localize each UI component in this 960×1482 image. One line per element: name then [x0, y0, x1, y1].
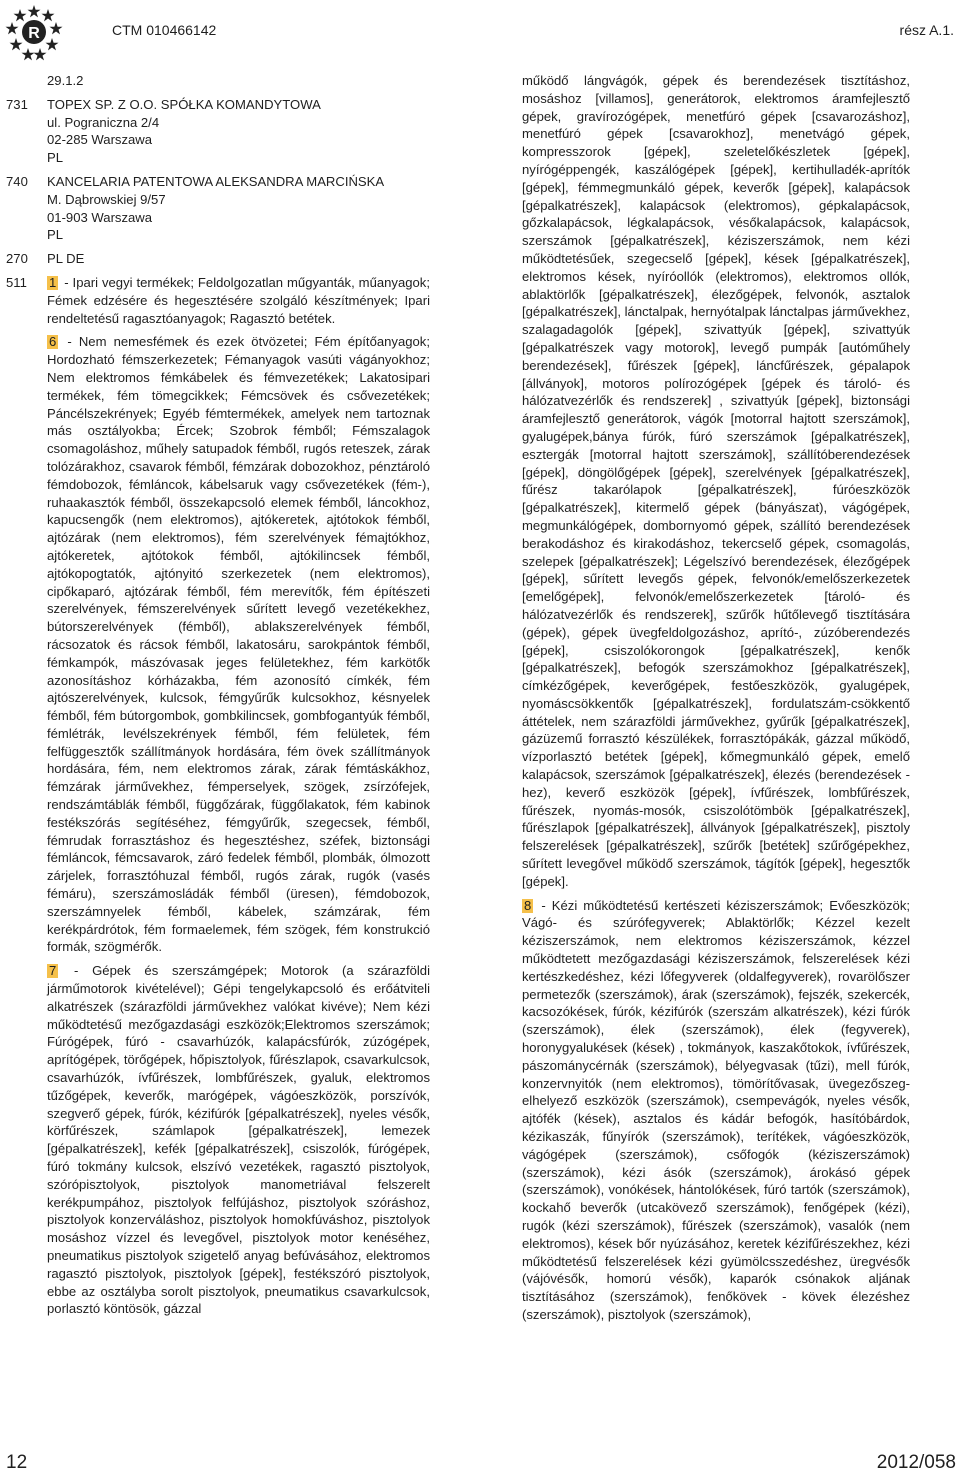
- owner-name: TOPEX SP. Z O.O. SPÓŁKA KOMANDYTOWA: [47, 96, 321, 112]
- owner-street: ul. Pograniczna 2/4: [47, 114, 160, 130]
- field-731-owner: [0, 96, 490, 167]
- class-entry-1: [0, 274, 430, 327]
- date-row: [0, 72, 490, 90]
- class-number-badge: 1: [49, 274, 57, 290]
- class-entry-8: [522, 897, 910, 1324]
- svg-text:R: R: [28, 25, 40, 42]
- class-description: - Kézi működtetésű kertészeti kéziszerszámok; Evőeszközök; Vágó- és szúrófegyverek; Ablaktörlők; Kézzel kezelt kéziszerszámok, nem elektromos kéziszerszámok, kézzel működtetett mezőgazdasági kéziszerszámok, felszerelések kézi kertészkedéshez, kézi lőfegyverek (oldalfegyverek), rovarölőszer permetezők (szerszámok), árak (szerszámok), fejszék, szekercék, kacsozókések, fúrók, kézifúrók (szerszám alkatrészek), kézi fúrók (szerszámok), élek (szerszámok), élek (fegyverek), horonygyalukések (kések) , tokmányok, kaszakőtokok, ívfűrészek, pászománycérnák (szerszámok), bélyegvasak (tűzi), mell fúrók, konzervnyitók (nem elektromos), tömörítővasak, üvegezőszeg-elhelyező eszközök (szerszámok), csempevágók, nyeles vésők, ajtófék (kések), asztalos és kádár befogók, hasítóbárdok, kézikaszák, fűnyírók (szerszámok), terítékek, vágóeszközök, vágógépek (szerszámok), csőfogók (kéziszerszámok) (szerszámok), kézi ásók (szerszámok), árokásó gépek (szerszámok), vonókések, hántolókések, fúró tartók (szerszámok), kockahő beverők (utcakövező szerszámok), fenőgépek (kézi), rugók (kézi szerszámok), fűrészek (szerszámok), vasalók (nem elektromos), kések bőr nyúzásához, keretek kézifűrészekhez, kézi működtetésű felszerelések kézi gyümölcsszedéshez, üregvésők (vájóvésők, homorú vésők), kaparók csónakok aljának tisztításához (szerszámok), fenőkövek - kövek élezéshez (szerszámok), pisztolyok (szerszámok),: [522, 897, 911, 1322]
- field-code: 740: [6, 173, 28, 189]
- class-description: - Ipari vegyi termékek; Feldolgozatlan műgyanták, műanyagok; Fémek edzésére és hegesztésére szolgáló készítmények; Ipari rendeltetésű ragasztóanyagok; Ragasztó betétek.: [47, 274, 430, 326]
- class-description: - Nem nemesfémek és ezek ötvözetei; Fém építőanyagok; Hordozható fémszerkezetek; Fémanyagok vasúti vágányokhoz; Nem elektromos fémkábelek és fémvezetékek; Lakatosipari termékek, fém tömegcikkek; Fémcsövek és csővezetékek; Páncélszekrények; Egyéb fémtermékek, amelyek nem tartoznak más osztályokba; Ércek; Szobrok fémből; Fémszalagok csomagoláshoz, műhely satupadok fémből, rugós reteszek, zárak tolózárakhoz, csavarok fémből, fémzárak dobozokhoz, pénztároló fémdobozok, fémláncok, kábelsaruk vagy csővezetékek (fém-), ruhaakasztók fémből, összekapcsoló elemek fémből, láncokhoz, kapucsengők (nem elektromos), ajtókeretek, ajtótokok fémből, ajtózárak (nem elektromos), fém szerelvények fémajtókhoz, ajtókeretek, ajtótokok fémből, ajtókilincsek fémből, ajtókopogtatók, ajtónyitó szerkezetek (nem elektromos), cipőkaparó, ajtózárak fémből, fém merevítők, fém építészeti szerelvények, fémszerelvények sűrített levegő vezetékekhez, bútorszerelvények (fémből), ablakszerelvények fémből, rácsozatok és rácsok fémből, lakatosáru, sarokpántok fémből, fémkampók, mászóvasak jeges felületekhez, fém karkötők azonosításhoz kórházakba, fém azonosító címkék, fém ajtószerelvények, kulcsok, fémgyűrűk kulcsokhoz, késnyelek fémből, fém bútorgombok, gombkilincsek, gombfogantyúk fémből, fémlétrák, levélszekrények fémből, fém felületek, fém felfüggesztők szállítmányok hordására, fém övek szállítmányok hordására, fém, nem elektromos zárak, zárak fémtáskákhoz, fémzárak járművekhez, fémperselyek, szögek, zsírzófejek, rendszámtáblák fémből, függőzárak, függőlakatok, fém kabinok festékszórás segítéséhez, fémgyűrűk, szegecsek, fémből, fémrudak forrasztáshoz és hegesztéshez, széfek, biztonsági fémláncok, fémcsavarok, záró fedelek fémből, plombák, ólmozott zárjelek, forrasztóhuzal fémből, rugós zárak, rugók (vasés fémáru), szerszámosládák fémből (üresen), fémdobozok, szerszámnyelek fémből, kábelek, számzárak, fém kerékpárdrótok, fém formaelemek, fém szögek, fém konstrukció formák, szögmérők.: [47, 334, 430, 955]
- right-column: [522, 72, 910, 1402]
- eu-emblem-logo-icon: [4, 2, 64, 62]
- page-number: 12: [6, 1452, 28, 1473]
- left-column: [0, 72, 490, 1402]
- class-7-continuation: működő lángvágók, gépek és berendezések tisztításhoz, mosáshoz [villamos], generátorok, elektromos áramfejlesztő gépek, gravírozógépek, menetfúró gépek [csavarozáshoz], menetfúró gépek [csavarokhoz], menetvágó gépek, kompresszorok [gépek], szeletelőkészletek [gépek], nyírógéppengék, kaszálógépek [gépek], kertihulladék-aprítók [gépek], fémmegmunkáló gépek, keverők [gépek], kalapácsok [gépalkatrészek], kalapácsok (elektromos), gépkalapácsok, gőzkalapácsok, légkalapácsok, vésőkalapácsok, kalapácsok, szerszámok [gépalkatrészek], kéziszerszámok, nem kézi működtetésűek, szegecselő [gépek], kések [gépalkatrészek], elektromos kések, nyíróollók (elektromos), elektromos ollók, ablaktörlők [gépalkatrészek], élezőgépek, felvonók, asztalok [gépalkatrészek], lánctalpak, hernyótalpak lánctalpas járművekhez, szalagadagolók [gépek], szivattyúk [gépek], szivattyúk [gépalkatrészek vagy motorok], levegő pumpák [autóműhely berendezések], fűrészek [gépek], láncfűrészek, gépalapok [állványok], motoros polírozógépek [gépek és tároló- és hálózatvezérlők és rendszerek] , szivattyúk [gépek], biztonsági áramfejlesztő generátorok, vágók [motorral hajtott szerszámok], gyalugépek,bánya fúrók, fúró szerszámok [gépalkatrészek], esztergák [motorral hajtott szerszámok], szállítóberendezések [gépek], döngölőgépek [gépek], szerelvények [gépalkatrészek], fűrész takarólapok [gépalkatrészek], fúróeszközök [gépalkatrészek], kitermelő gépek (bányászat), vágógépek, megmunkálógépek, dombornyomó gépek, szállító berendezések berakodáshoz és kirakodáshoz, tekercselő gépek, csomagolás, szelepek [gépalkatrészek]; Légelszívó berendezések, élezőgépek [gépek], sűrített levegős gépek, felvonók/emelőszerkezetek [emelőgépek], felvonók/emelőszerkezetek [tároló- és hálózatvezérlők és rendszerek], szűrők hűtőlevegő tisztítására (gépek), gépek üvegfeldolgozáshoz, aprító-, zúzóberendezés [gépek], csiszolókorongok [gépalkatrészek], kenők [gépalkatrészek], befogók szerszámokhoz [gépalkatrészek], címkézőgépek, keverőgépek, festőeszközök, gyalugépek, nyomáscsökkentők [gépalkatrészek], fordulatszám-csökkentő áttételek, nem szárazföldi járművekhez, gyűrűk [gépalkatrészek], gázüzemű forrasztó készülékek, forrasztópákák, gázzal működő, vízporlasztó betétek [gépek], kőmegmunkáló gépek, emelő kalapácsok, szerszámok [gépalkatrészek], élezés (berendezések -hez), keverő eszközök [gépek], ívfűrészek, lombfűrészek, fűrészek, nyomás-mosók, csiszolótömbök [gépalkatrészek], fűrészlapok [gépalkatrészek], állványok [gépalkatrészek], pisztoly felszerelések [gépalkatrészek], szűrők [betétek] szűrőgépekhez, sűrített levegővel működő szerszámok, tágítók [gépek], hegesztők [gépek].: [522, 73, 910, 889]
- field-code: 731: [6, 96, 28, 112]
- class-number-badge: 6: [49, 334, 57, 350]
- representative-city: 01-903 Warszawa: [47, 209, 153, 225]
- representative-country: PL: [47, 227, 64, 243]
- class-number-badge: 8: [524, 897, 532, 913]
- class-entry-7: [0, 962, 430, 1318]
- field-740-representative: [0, 173, 490, 244]
- class-description: - Gépek és szerszámgépek; Motorok (a szárazföldi járműmotorok kivételével); Gépi tengelykapcsoló és erőátviteli alkatrészek (szárazföldi járművekhez valókat kivéve); Nem kézi működtetésű mezőgazdasági eszközök;Elektromos szerszámok; Fúrógépek, fúró - csavarhúzók, kalapácsfúrók, zúzógépek, aprítógépek, törőgépek, hőpisztolyok, fűrészlapok, csavarkulcsok, csavarhúzók, ívfűrészek, lombfűrészek, gyaluk, elektromos tűzőgépek, keverők, marógépek, vágóeszközök, porszívók, szegverő gépek, fúrók, kézifúrók [gépalkatrészek], nyeles vésők, körfűrészek, számlapok [gépalkatrészek], lemezek [gépalkatrészek], kefék [gépalkatrészek], csiszolók, fúrógépek, fúró tokmány kulcsok, elszívó vezetékek, ragasztó pisztolyok, szórópisztolyok, pisztolyok manometriával felszerelt kerékpumpához, pisztolyok felfújáshoz, pisztolyok szóráshoz, pisztolyok konzerváláshoz, pisztolyok homokfúváshoz, pisztolyok mosáshoz vízzel és levegővel, pisztolyok motor kenéséhez, pneumatikus pisztolyok szigetelő anyag befúvásához, elektromos ragasztó pisztolyok, pisztolyok [gépek], festékszóró pisztolyok, ebbe az osztályba sorolt pisztolyok, pneumatikus csavarkulcsok, porlasztó köntösök, gázzal: [47, 963, 430, 1317]
- field-code: 511: [6, 274, 27, 290]
- field-code: 270: [6, 251, 28, 267]
- publication-date: 29.1.2: [47, 73, 84, 88]
- languages: PL DE: [47, 251, 85, 267]
- field-270-languages: [0, 250, 490, 268]
- representative-name: KANCELARIA PATENTOWA ALEKSANDRA MARCIŃSKA: [47, 173, 385, 189]
- class-entry-6: [0, 333, 430, 956]
- owner-city: 02-285 Warszawa: [47, 132, 153, 148]
- class-number-badge: 7: [49, 963, 57, 979]
- issue-number: 2012/058: [876, 1452, 956, 1473]
- page-header: [0, 0, 960, 64]
- part-label: rész A.1.: [899, 22, 954, 38]
- representative-street: M. Dąbrowskiej 9/57: [47, 191, 166, 207]
- document-number: CTM 010466142: [112, 22, 217, 38]
- owner-country: PL: [47, 150, 64, 166]
